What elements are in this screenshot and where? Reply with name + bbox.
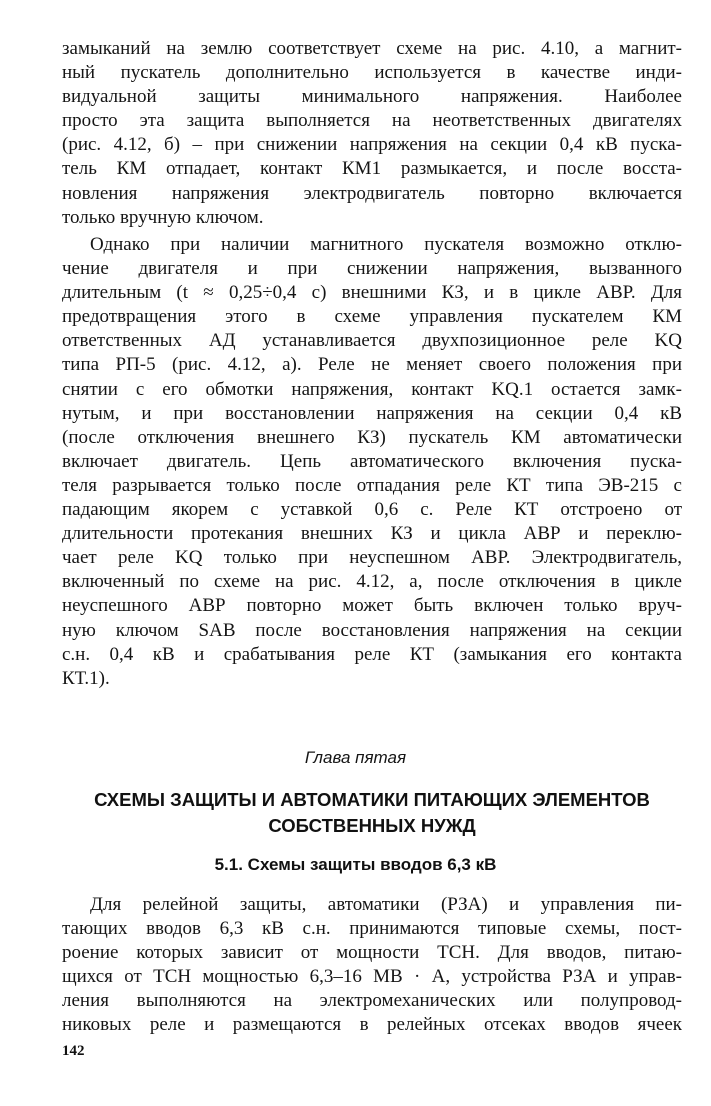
paragraph-rza-inputs <box>62 893 682 1038</box>
text-line: (после отключения внешнего КЗ) пускатель КМ автоматически <box>62 426 682 448</box>
text-line: чение двигателя и при снижении напряжения, вызванного <box>62 258 682 280</box>
chapter-title-line: СОБСТВЕННЫХ НУЖД <box>268 815 476 836</box>
text-line: включает двигатель. Цепь автоматического включения пуска- <box>62 450 682 472</box>
text-line: Однако при наличии магнитного пускателя возможно отклю- <box>90 234 682 255</box>
text-line: длительным (t ≈ 0,25÷0,4 с) внешними КЗ, и в цикле АВР. Для <box>62 282 682 304</box>
text-line: просто эта защита выполняется на неответственных двигателях <box>62 110 682 132</box>
paragraph-continuation <box>62 37 682 230</box>
text-line: КТ.1). <box>62 667 110 689</box>
text-line: снятии с его обмотки напряжения, контакт KQ.1 остается замк- <box>62 378 682 400</box>
text-line: нутым, и при восстановлении напряжения на секции 0,4 кВ <box>62 402 682 424</box>
text-line: тель КМ отпадает, контакт КМ1 размыкается, и после восста- <box>62 158 682 180</box>
text-line: теля разрывается только после отпадания реле КТ типа ЭВ-215 с <box>62 474 682 496</box>
text-line: ления выполняются на электромеханических или полупровод- <box>62 990 682 1012</box>
text-line: чает реле KQ только при неуспешном АВР. Электродвигатель, <box>62 547 682 569</box>
text-line: ответственных АД устанавливается двухпозиционное реле KQ <box>62 330 682 352</box>
text-line: тающих вводов 6,3 кВ с.н. принимаются типовые схемы, пост- <box>62 918 682 940</box>
text-line: Для релейной защиты, автоматики (РЗА) и управления пи- <box>90 894 682 915</box>
text-line: длительности протекания внешних КЗ и цикла АВР и переклю- <box>62 523 682 545</box>
text-line: никовых реле и размещаются в релейных отсеках вводов ячеек <box>62 1014 682 1036</box>
text-line: (рис. 4.12, б) – при снижении напряжения на секции 0,4 кВ пуска- <box>62 134 682 156</box>
text-line: замыканий на землю соответствует схеме на рис. 4.10, а магнит- <box>62 38 682 59</box>
text-line: видуальной защиты минимального напряжения. Наиболее <box>62 86 682 108</box>
text-line: предотвращения этого в схеме управления пускателем КМ <box>62 306 682 328</box>
chapter-title-line: СХЕМЫ ЗАЩИТЫ И АВТОМАТИКИ ПИТАЮЩИХ ЭЛЕМЕНТОВ <box>94 789 650 810</box>
text-line: только вручную ключом. <box>62 206 264 228</box>
text-line: неуспешного АВР повторно может быть включен только вруч- <box>62 595 682 617</box>
text-line: включенный по схеме на рис. 4.12, а, после отключения в цикле <box>62 571 682 593</box>
section-heading: 5.1. Схемы защиты вводов 6,3 кВ <box>214 855 497 874</box>
text-line: роение которых зависит от мощности ТСН. Для вводов, питаю- <box>62 942 682 964</box>
text-line: ную ключом SAB после восстановления напряжения на секции <box>62 619 682 641</box>
text-line: падающим якорем с уставкой 0,6 с. Реле КТ отстроено от <box>62 499 682 521</box>
text-line: ный пускатель дополнительно используется в качестве инди- <box>62 62 682 84</box>
text-line: с.н. 0,4 кВ и срабатывания реле КТ (замыкания его контакта <box>62 643 682 665</box>
chapter-label: Глава пятая <box>304 748 407 767</box>
text-line: типа РП-5 (рис. 4.12, а). Реле не меняет своего положения при <box>62 354 682 376</box>
text-line: новления напряжения электродвигатель повторно включается <box>62 182 682 204</box>
chapter-title <box>62 787 682 839</box>
text-line: щихся от ТСН мощностью 6,3–16 МВ · А, устройства РЗА и управ- <box>62 966 682 988</box>
page-number: 142 <box>62 1043 85 1059</box>
paragraph-magnetic-starter <box>62 233 682 691</box>
